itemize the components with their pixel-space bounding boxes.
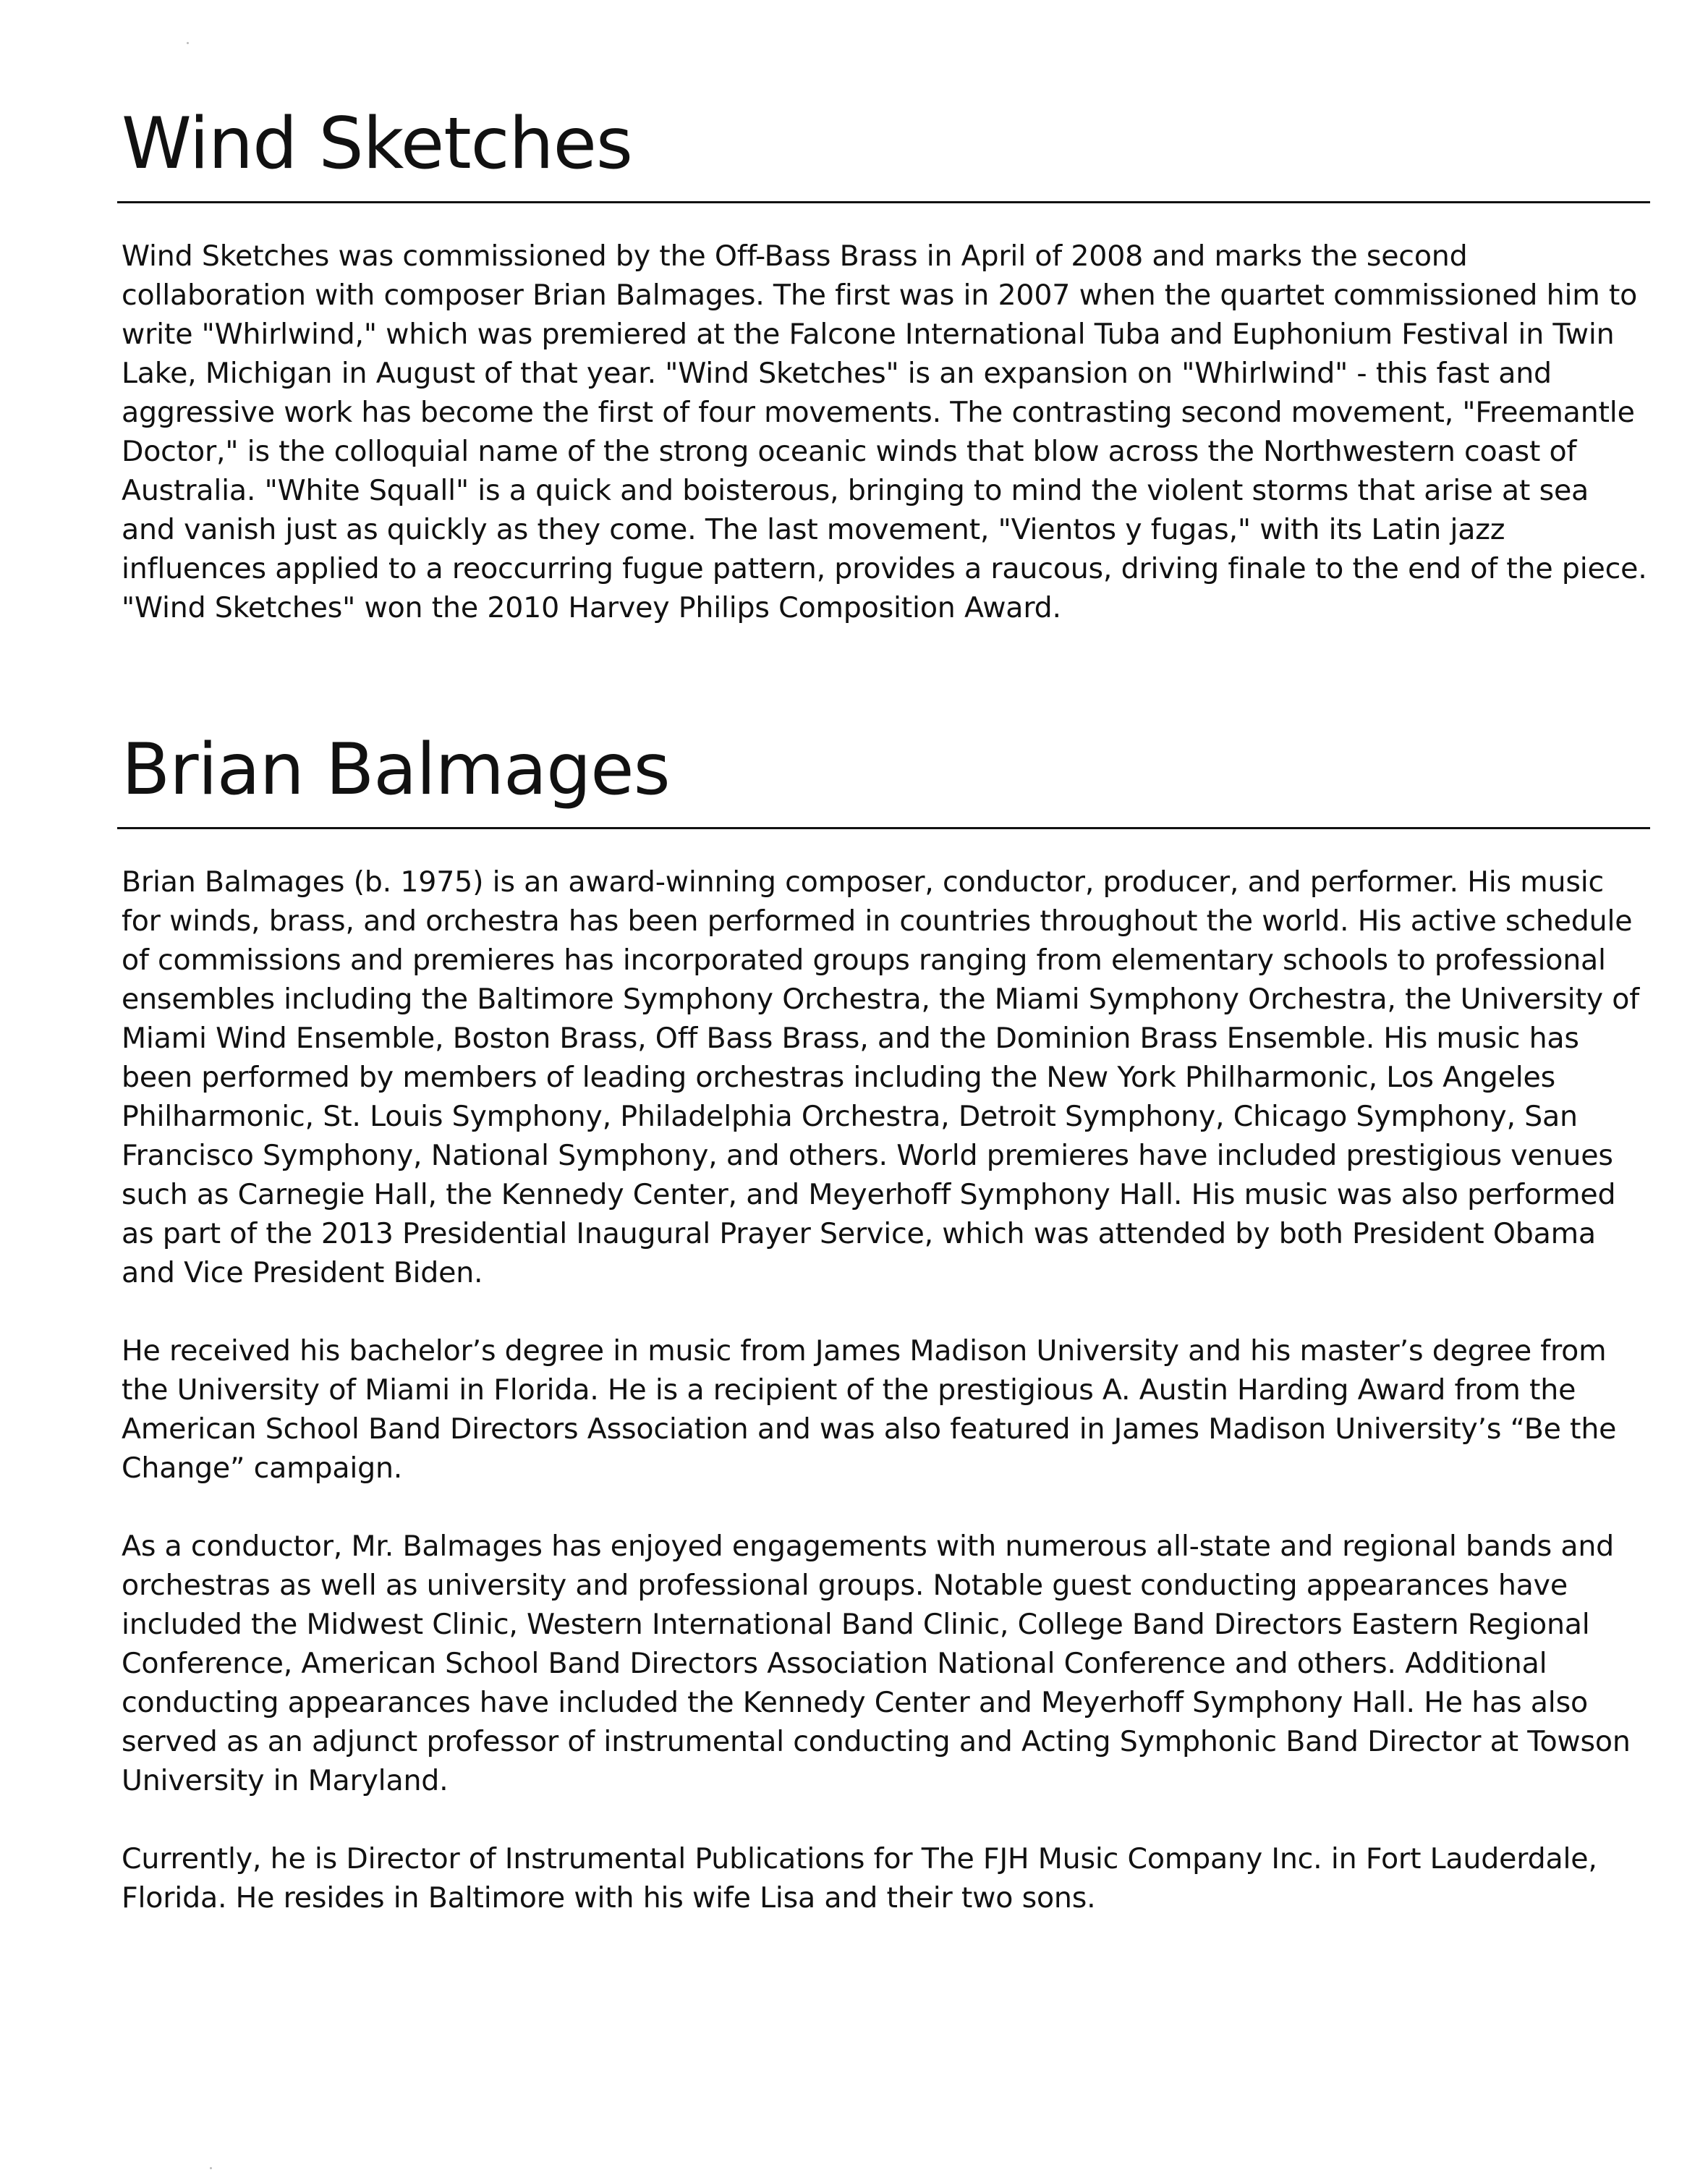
section-title: Brian Balmages [122,729,670,811]
title-underline [117,827,1650,829]
scan-speck [210,2167,212,2169]
title-underline [117,201,1650,203]
paragraph: He received his bachelor’s degree in music from James Madison University and his master’s degree from the University of Miami in Florida. He is a recipient of the prestigious A. Austin Harding Award from the American School Band Directors Association and was also featured in James Madison University’s “Be the Change” campaign. [122,1334,1617,1485]
paragraph: Wind Sketches was commissioned by the Off-Bass Brass in April of 2008 and marks the second collaboration with composer Brian Balmages. The first was in 2007 when the quartet commissioned him to write "Whirlwind," which was premiered at the Falcone International Tuba and Euphonium Festival in Twin Lake, Michigan in August of that year. "Wind Sketches" is an expansion on "Whirlwind" - this fast and aggressive work has become the first of four movements. The contrasting second movement, "Freemantle Doctor," is the colloquial name of the strong oceanic winds that blow across the Northwestern coast of Australia. "White Squall" is a quick and boisterous, bringing to mind the violent storms that arise at sea and vanish just as quickly as they come. The last movement, "Vientos y fugas," with its Latin jazz influences applied to a reoccurring fugue pattern, provides a raucous, driving finale to the end of the piece. "Wind Sketches" won the 2010 Harvey Philips Composition Award. [122,240,1647,624]
paragraph: Currently, he is Director of Instrumental Publications for The FJH Music Company Inc. in Fort Lauderdale, Florida. He resides in Baltimore with his wife Lisa and their two sons. [122,1842,1597,1915]
paragraph: As a conductor, Mr. Balmages has enjoyed engagements with numerous all-state and regional bands and orchestras as well as university and professional groups. Notable guest conducting appearances have included the Midwest Clinic, Western International Band Clinic, College Band Directors Eastern Regional Conference, American School Band Directors Association National Conference and others. Additional conducting appearances have included the Kennedy Center and Meyerhoff Symphony Hall. He has also served as an adjunct professor of instrumental conducting and Acting Symphonic Band Director at Towson University in Maryland. [122,1530,1631,1797]
section-brian-balmages [117,729,1650,1917]
section-title: Wind Sketches [122,103,632,185]
section-wind-sketches [117,103,1650,627]
paragraph: Brian Balmages (b. 1975) is an award-winning composer, conductor, producer, and performer. His music for winds, brass, and orchestra has been performed in countries throughout the world. His active schedule of commissions and premieres has incorporated groups ranging from elementary schools to professional ensembles including the Baltimore Symphony Orchestra, the Miami Symphony Orchestra, the University of Miami Wind Ensemble, Boston Brass, Off Bass Brass, and the Dominion Brass Ensemble. His music has been performed by members of leading orchestras including the New York Philharmonic, Los Angeles Philharmonic, St. Louis Symphony, Philadelphia Orchestra, Detroit Symphony, Chicago Symphony, San Francisco Symphony, National Symphony, and others. World premieres have included prestigious venues such as Carnegie Hall, the Kennedy Center, and Meyerhoff Symphony Hall. His music was also performed as part of the 2013 Presidential Inaugural Prayer Service, which was attended by both President Obama and Vice President Biden. [122,865,1639,1289]
scan-speck [187,42,189,44]
